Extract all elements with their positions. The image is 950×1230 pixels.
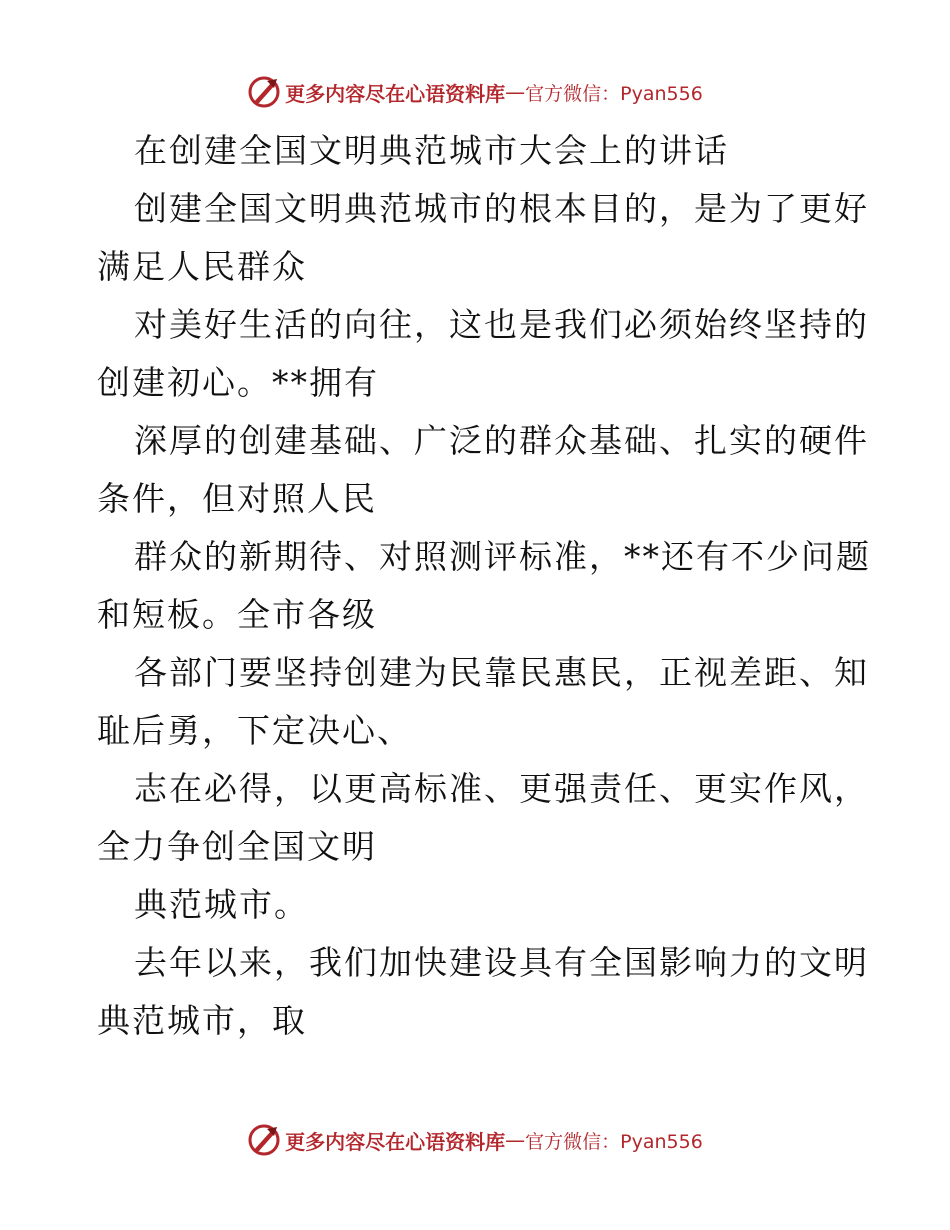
text-line: 全力争创全国文明 (97, 827, 377, 866)
text-line: 深厚的创建基础、广泛的群众基础、扎实的硬件 (134, 421, 869, 460)
footer-dash: — (505, 1128, 526, 1152)
text-line: 典范城市，取 (97, 1001, 307, 1040)
text-line: 对美好生活的向往，这也是我们必须始终坚持的 (134, 305, 869, 344)
text-line: 各部门要坚持创建为民靠民惠民，正视差距、知 (134, 653, 869, 692)
header-brand-text: 更多内容尽在心语资料库 (285, 81, 506, 106)
header-dash: — (505, 80, 526, 104)
header-wechat-text: 官方微信：Pyan556 (525, 82, 703, 105)
footer-brand-text: 更多内容尽在心语资料库 (285, 1129, 506, 1154)
text-line: 满足人民群众 (97, 247, 307, 286)
document-title: 在创建全国文明典范城市大会上的讲话 (134, 131, 729, 170)
text-line: 去年以来，我们加快建设具有全国影响力的文明 (134, 943, 869, 982)
text-line: 群众的新期待、对照测评标准，**还有不少问题 (134, 537, 871, 576)
quill-logo-icon (247, 1123, 281, 1157)
text-line: 创建初心。**拥有 (97, 363, 379, 402)
text-line: 耻后勇，下定决心、 (97, 711, 412, 750)
text-line: 典范城市。 (134, 885, 309, 924)
footer-wechat-text: 官方微信：Pyan556 (525, 1130, 703, 1153)
footer-banner (0, 1118, 950, 1162)
text-line: 创建全国文明典范城市的根本目的，是为了更好 (134, 189, 869, 228)
header-banner (0, 70, 950, 114)
text-line: 志在必得，以更高标准、更强责任、更实作风， (134, 769, 869, 808)
text-line: 条件，但对照人民 (97, 479, 377, 518)
quill-logo-icon (247, 75, 281, 109)
text-line: 和短板。全市各级 (97, 595, 377, 634)
document-body (97, 122, 871, 1050)
